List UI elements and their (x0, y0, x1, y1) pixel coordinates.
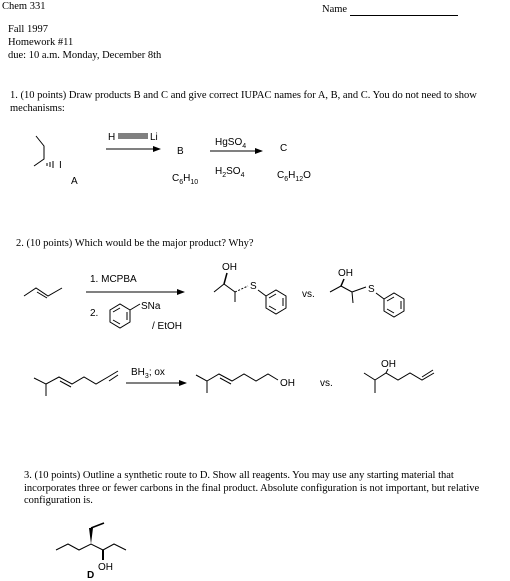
compound-a-label: A (71, 176, 78, 187)
formula-b: $C_6H_{10}$ (172, 173, 199, 186)
product-1-oh: OH (222, 262, 237, 273)
compound-d-label: D (87, 570, 95, 581)
step-2-label: 2. (90, 308, 99, 319)
reaction-1-arrow-group (106, 132, 160, 149)
step-1-mcpba: 1. MCPBA (90, 274, 137, 285)
secondary-alcohol-oh: OH (381, 359, 396, 370)
reagent-h-label: H (108, 132, 116, 143)
term-label: Fall 1997 (8, 24, 48, 35)
primary-alcohol-product (196, 374, 295, 393)
iodine-label: I (59, 160, 62, 171)
vs-label-1: vs. (302, 289, 315, 300)
question-2-text: 2. (10 points) Which would be the major product? Why? (16, 238, 254, 249)
product-b-label: B (177, 146, 184, 157)
target-compound-d (56, 523, 126, 581)
vs-label-2: vs. (320, 378, 333, 389)
product-2-structure (330, 268, 404, 317)
product-1-structure (214, 262, 286, 314)
reagent-h2so4: $H_2SO_4$ (215, 166, 245, 179)
question-1-text: 1. (10 points) Draw products B and C and give correct IUPAC names for A, B, and C. You do not need to show mechanisms: (10, 90, 477, 114)
diene-starting-material (34, 371, 118, 396)
question-3-text: 3. (10 points) Outline a synthetic route to D. Show all reagents. You may use any starting material that incorporates three or fewer carbons in the final product. Absolute configuration is not important, but relative configuration is. (24, 470, 480, 506)
course-label: Chem 331 (2, 1, 46, 12)
homework-label: Homework #11 (8, 37, 74, 48)
secondary-alcohol-product (364, 359, 434, 393)
name-label: Name (322, 4, 348, 15)
reagent-li-label: Li (150, 132, 158, 143)
product-c-label: C (280, 143, 288, 154)
etoh-label: / EtOH (152, 321, 183, 332)
product-2-oh: OH (338, 268, 353, 279)
compound-d-oh: OH (98, 562, 113, 573)
2-butene-structure (24, 288, 62, 298)
reagent-hgso4: HgSO$_4$ (215, 137, 247, 150)
due-label: due: 10 a.m. Monday, December 8th (8, 50, 162, 61)
product-2-s: S (368, 284, 375, 295)
compound-a-structure (34, 136, 78, 187)
sna-label: SNa (141, 301, 161, 312)
primary-alcohol-oh: OH (280, 378, 295, 389)
product-1-s: S (250, 281, 257, 292)
reaction-2-arrow-group (210, 137, 262, 179)
formula-c: $C_6H_{12}O$ (277, 170, 311, 183)
reagent-bh3: $BH_3$; ox (131, 367, 165, 380)
